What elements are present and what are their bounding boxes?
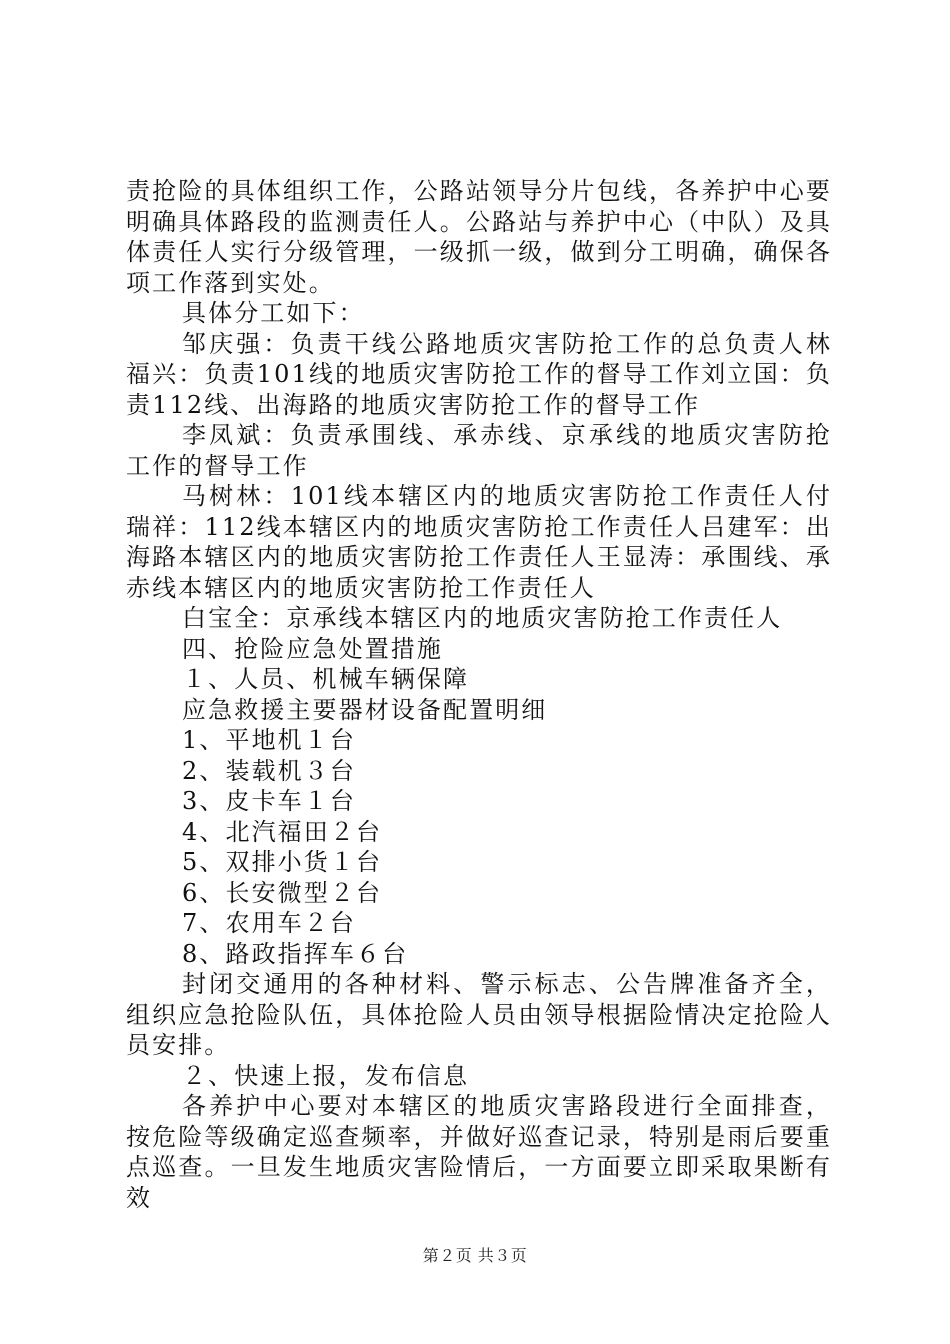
list-item: 8、路政指挥车６台 <box>182 939 409 968</box>
subsection-heading: ２、快速上报，发布信息 <box>182 1061 470 1090</box>
subsection-heading: １、人员、机械车辆保障 <box>182 665 470 693</box>
document-body <box>126 176 832 1213</box>
list-item: 1、平地机１台 <box>182 726 356 754</box>
section-heading: 四、抢险应急处置措施 <box>182 634 443 663</box>
list-item: 6、长安微型２台 <box>182 878 383 907</box>
paragraph: 李凤斌：负责承围线、承赤线、京承线的地质灾害防抢工作的督导工作 <box>126 421 832 480</box>
list-item: 2、装载机３台 <box>182 756 356 785</box>
page-number: 第２页 共３页 <box>422 1246 528 1265</box>
list-item: 4、北汽福田２台 <box>182 817 383 846</box>
paragraph: 各养护中心要对本辖区的地质灾害路段进行全面排查，按危险等级确定巡查频率，并做好巡查记录，特别是雨后要重点巡查。一旦发生地质灾害险情后，一方面要立即采取果断有效 <box>126 1092 832 1212</box>
list-item: 7、农用车２台 <box>182 909 356 937</box>
paragraph: 马树林：101线本辖区内的地质灾害防抢工作责任人付瑞祥：112线本辖区内的地质灾害防抢工作责任人吕建军：出海路本辖区内的地质灾害防抢工作责任人王显涛：承围线、承赤线本辖区内的地质灾害防抢工作责任人 <box>126 482 832 602</box>
paragraph: 应急救援主要器材设备配置明细 <box>182 695 548 724</box>
paragraph: 责抢险的具体组织工作，公路站领导分片包线，各养护中心要明确具体路段的监测责任人。公路站与养护中心（中队）及具体责任人实行分级管理，一级抓一级，做到分工明确，确保各项工作落到实处。 <box>126 177 832 297</box>
paragraph: 具体分工如下： <box>182 299 365 327</box>
paragraph: 封闭交通用的各种材料、警示标志、公告牌准备齐全，组织应急抢险队伍，具体抢险人员由领导根据险情决定抢险人员安排。 <box>126 970 832 1059</box>
list-item: 3、皮卡车１台 <box>182 787 356 815</box>
list-item: 5、双排小货１台 <box>182 848 383 876</box>
page-footer <box>0 1246 950 1266</box>
paragraph: 邹庆强：负责干线公路地质灾害防抢工作的总负责人林福兴：负责101线的地质灾害防抢工作的督导工作刘立国：负责112线、出海路的地质灾害防抢工作的督导工作 <box>126 329 832 419</box>
paragraph: 白宝全：京承线本辖区内的地质灾害防抢工作责任人 <box>182 604 783 632</box>
